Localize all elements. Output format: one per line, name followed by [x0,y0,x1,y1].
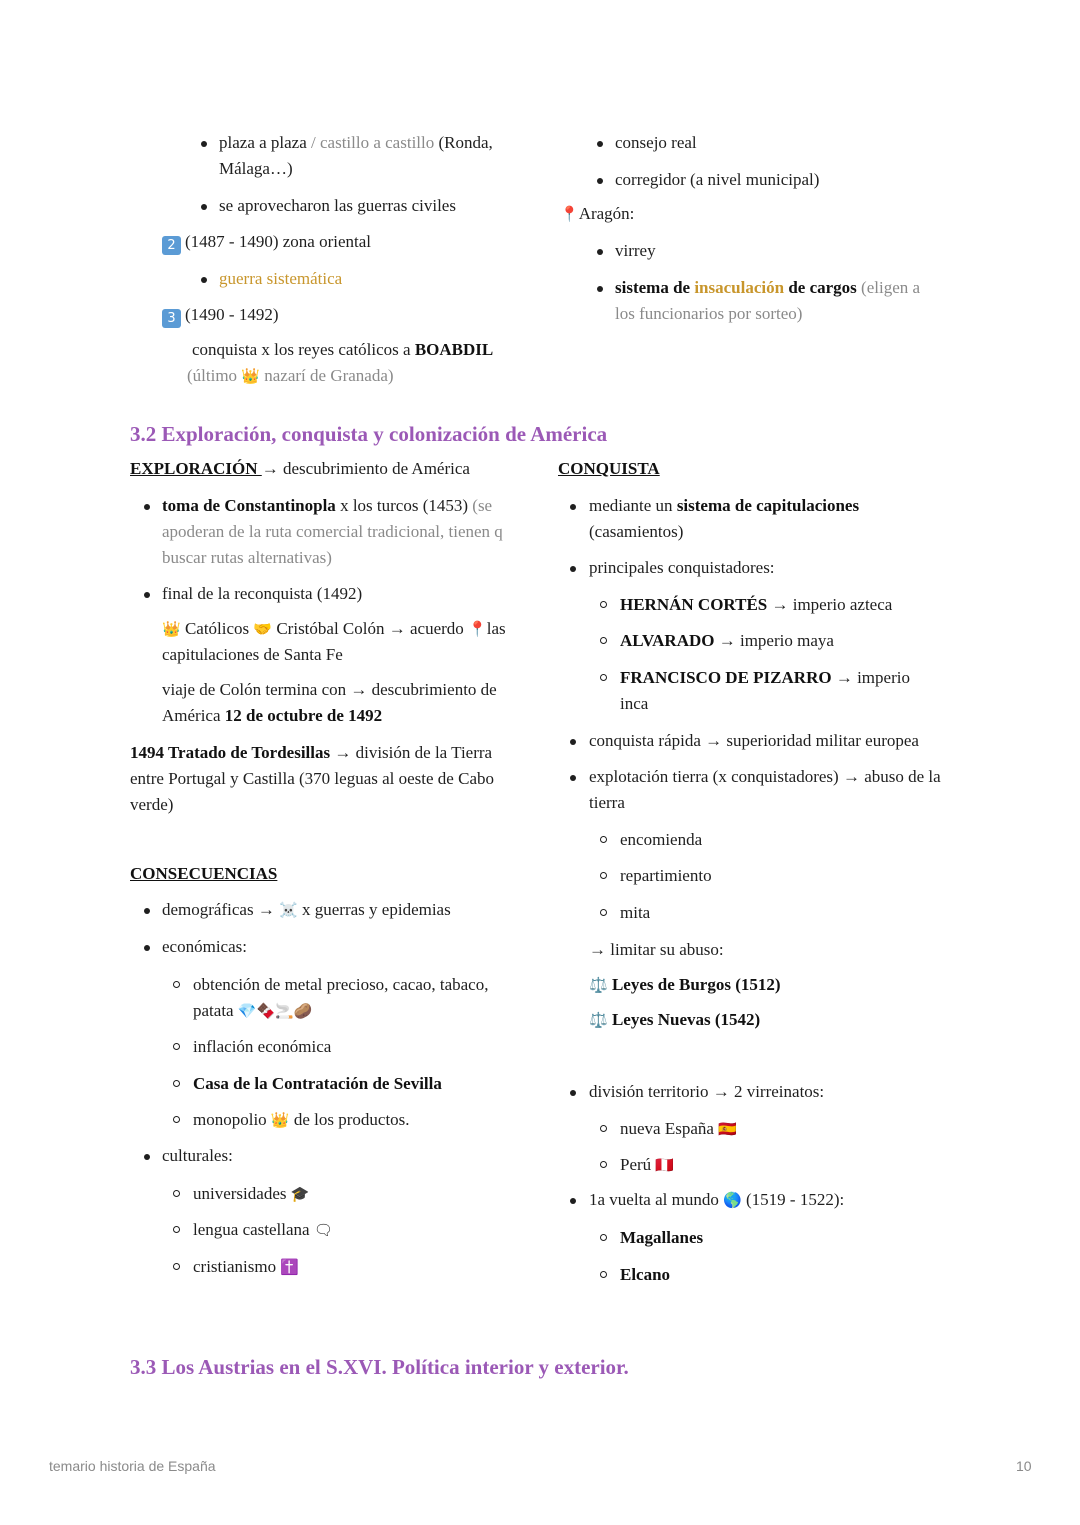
sub-list-item: monopolio 👑 de los productos. [193,1110,410,1129]
scale-icon: ⚖️ [589,1011,608,1029]
sub-bullet [600,1271,607,1278]
sub-bullet [173,1043,180,1050]
paragraph: 👑 Católicos 🤝 Cristóbal Colón → acuerdo 📍las [162,619,506,638]
footer-doc-title: temario historia de España [49,1458,216,1474]
list-item: se aprovecharon las guerras civiles [219,196,456,215]
sub-bullet [173,1080,180,1087]
sub-list-item: Perú 🇵🇪 [620,1155,675,1174]
sub-bullet [600,1234,607,1241]
bullet [570,775,576,781]
sub-bullet [600,637,607,644]
sub-bullet [600,872,607,879]
numbered-item-3: 3 (1490 - 1492) [162,302,278,328]
consecuencias-heading: CONSECUENCIAS [130,864,278,883]
sub-list-item: repartimiento [620,866,712,885]
sub-list-item: FRANCISCO DE PIZARRO → imperio [620,668,910,687]
paragraph: → limitar su abuso: [589,940,724,959]
law-item: ⚖️ Leyes Nuevas (1542) [589,1010,761,1029]
scale-icon: ⚖️ [589,976,608,994]
bullet [597,141,603,147]
crown-icon: 👑 [270,1111,290,1129]
bullet [144,908,150,914]
list-item: 1a vuelta al mundo 🌎 (1519 - 1522): [589,1190,845,1209]
pin-icon: 📍 [560,205,579,223]
sub-list-item: mita [620,903,651,922]
sub-list-item: nueva España 🇪🇸 [620,1119,737,1138]
list-item: final de la reconquista (1492) [162,584,363,603]
sub-bullet [600,674,607,681]
section-title-3-2: 3.2 Exploración, conquista y colonización de América [130,422,608,446]
paragraph-cont: América 12 de octubre de 1492 [162,706,383,725]
bullet [570,504,576,510]
bullet [144,1154,150,1160]
numbered-item-2: 2 (1487 - 1490) zona oriental [162,229,371,255]
aragon-heading: 📍Aragón: [560,204,635,223]
bullet [570,566,576,572]
page-number: 10 [1016,1458,1032,1474]
sub-list-item: encomienda [620,830,703,849]
sub-bullet [600,1125,607,1132]
list-item-cont: buscar rutas alternativas) [162,548,332,567]
paragraph-cont: capitulaciones de Santa Fe [162,645,343,664]
sub-list-item: universidades 🎓 [193,1184,310,1203]
crown-icon: 👑 [162,620,181,638]
list-item: toma de Constantinopla x los turcos (1453) (se [162,496,493,515]
list-item: explotación tierra (x conquistadores) → abuso de la [589,767,941,786]
section-title-3-3: 3.3 Los Austrias en el S.XVI. Política interior y exterior. [130,1355,629,1379]
bullet [570,739,576,745]
bullet [144,504,150,510]
sub-bullet [600,836,607,843]
list-item: virrey [615,241,656,260]
sub-list-item: Magallanes [620,1228,704,1247]
bullet [201,277,207,283]
bullet [570,1198,576,1204]
sub-list-item: HERNÁN CORTÉS → imperio azteca [620,595,893,614]
speech-bubble-icon: 🗨 [313,1221,333,1239]
list-item: división territorio → 2 virreinatos: [589,1082,825,1101]
sub-list-item: ALVARADO → imperio maya [620,631,834,650]
list-item: sistema de insaculación de cargos (eligen a [615,278,921,297]
skull-icon: ☠️ [279,901,298,919]
sub-list-item: lengua castellana 🗨 [193,1220,333,1239]
bullet [201,141,207,147]
list-item: conquista rápida → superioridad militar europea [589,731,919,750]
handshake-icon: 🤝 [253,620,273,638]
list-item-cont: apoderan de la ruta comercial tradicional, tienen q [162,522,503,541]
list-item: culturales: [162,1146,233,1165]
sub-bullet [600,601,607,608]
sub-list-item: obtención de metal precioso, cacao, tabaco, [193,975,489,994]
list-item: plaza a plaza / castillo a castillo (Ronda, [219,133,493,152]
sub-list-item: Elcano [620,1265,671,1284]
bullet [201,204,207,210]
globe-icon: 🌎 [723,1191,742,1209]
pin-icon: 📍 [468,620,487,638]
exploracion-heading: EXPLORACIÓN → descubrimiento de América [130,459,470,478]
paragraph-cont: entre Portugal y Castilla (370 leguas al oeste de Cabo [130,769,494,788]
bullet [144,592,150,598]
number-3-icon: 3 [162,309,181,328]
list-item: principales conquistadores: [589,558,775,577]
bullet [144,945,150,951]
sub-list-item-cont: inca [620,694,649,713]
list-item-cont: tierra [589,793,625,812]
sub-list-item: cristianismo ✝️ [193,1257,300,1276]
peru-flag-icon: 🇵🇪 [655,1156,675,1174]
paragraph-cont: verde) [130,795,174,814]
list-item: económicas: [162,937,247,956]
bullet [597,286,603,292]
cross-icon: ✝️ [280,1258,300,1276]
sub-bullet [600,909,607,916]
graduation-cap-icon: 🎓 [290,1185,310,1203]
sub-bullet [173,1116,180,1123]
sub-bullet [173,1263,180,1270]
spain-flag-icon: 🇪🇸 [718,1120,737,1138]
list-item: demográficas → ☠️ x guerras y epidemias [162,900,451,919]
paragraph-cont: (último 👑 nazarí de Granada) [187,366,394,385]
paragraph: viaje de Colón termina con → descubrimiento de [162,680,497,699]
bullet [597,249,603,255]
paragraph: conquista x los reyes católicos a BOABDIL [192,340,494,359]
list-item: consejo real [615,133,697,152]
paragraph: 1494 Tratado de Tordesillas → división de la Tierra [130,743,493,762]
list-item: mediante un sistema de capitulaciones [589,496,860,515]
sub-list-item-cont: patata 💎🍫🚬🥔 [193,1001,313,1020]
conquista-heading: CONQUISTA [558,459,660,478]
bullet [597,178,603,184]
law-item: ⚖️ Leyes de Burgos (1512) [589,975,781,994]
sub-bullet [173,1190,180,1197]
list-item: corregidor (a nivel municipal) [615,170,820,189]
list-item: guerra sistemática [219,269,343,288]
bullet [570,1090,576,1096]
sub-bullet [173,1226,180,1233]
sub-bullet [173,981,180,988]
resources-icons: 💎🍫🚬🥔 [237,1002,313,1020]
number-2-icon: 2 [162,236,181,255]
sub-list-item: Casa de la Contratación de Sevilla [193,1074,442,1093]
sub-list-item: inflación económica [193,1037,332,1056]
crown-icon: 👑 [241,367,260,385]
list-item-cont: los funcionarios por sorteo) [615,304,803,323]
list-item-cont: Málaga…) [219,159,293,178]
sub-bullet [600,1161,607,1168]
list-item-cont: (casamientos) [589,522,684,541]
